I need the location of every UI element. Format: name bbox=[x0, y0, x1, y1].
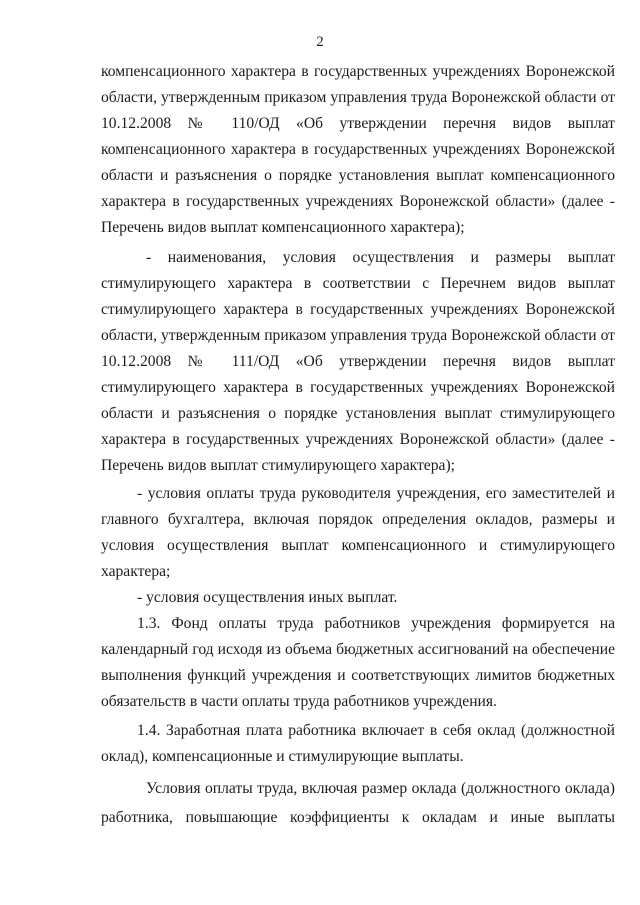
text-line: области, утвержденным приказом управления труда Воронежской области от bbox=[101, 327, 615, 344]
text-line: компенсационного характера в государственных учреждениях Воронежской bbox=[101, 63, 615, 80]
text-line: стимулирующего характера в государственных учреждениях Воронежской bbox=[101, 379, 615, 396]
text-line: - наименования, условия осуществления и размеры выплат bbox=[146, 249, 615, 266]
text-line: условия осуществления выплат компенсационного и стимулирующего bbox=[101, 537, 615, 554]
text-line: работника, повышающие коэффициенты к окладам и иные выплаты bbox=[101, 809, 615, 826]
text-line: характера в государственных учреждениях Воронежской области» (далее - bbox=[101, 431, 615, 448]
text-line: Перечень видов выплат компенсационного характера); bbox=[101, 219, 465, 236]
text-line: 10.12.2008 № 111/ОД «Об утверждении перечня видов выплат bbox=[101, 353, 615, 370]
text-line: Перечень видов выплат стимулирующего характера); bbox=[101, 457, 455, 474]
text-line: компенсационного характера в государственных учреждениях Воронежской bbox=[101, 141, 615, 158]
text-line: 1.3. Фонд оплаты труда работников учреждения формируется на bbox=[137, 615, 615, 632]
text-line: главного бухгалтера, включая порядок определения окладов, размеры и bbox=[101, 511, 615, 528]
text-line: 1.4. Заработная плата работника включает в себя оклад (должностной bbox=[137, 722, 615, 739]
text-line: характера; bbox=[101, 563, 171, 580]
text-line: обязательств в части оплаты труда работников учреждения. bbox=[101, 693, 497, 710]
text-line: характера в государственных учреждениях Воронежской области» (далее - bbox=[101, 193, 615, 210]
text-line: области и разъяснения о порядке установления выплат компенсационного bbox=[101, 167, 615, 184]
text-line: области и разъяснения о порядке установления выплат стимулирующего bbox=[101, 405, 615, 422]
text-line: 10.12.2008 № 110/ОД «Об утверждении перечня видов выплат bbox=[101, 115, 615, 132]
text-line: - условия оплаты труда руководителя учреждения, его заместителей и bbox=[137, 485, 615, 502]
text-line: области, утвержденным приказом управления труда Воронежской области от bbox=[101, 89, 615, 106]
text-line: Условия оплаты труда, включая размер оклада (должностного оклада) bbox=[146, 780, 615, 797]
text-line: оклад), компенсационные и стимулирующие выплаты. bbox=[101, 748, 464, 765]
text-line: стимулирующего характера в государственных учреждениях Воронежской bbox=[101, 301, 615, 318]
text-line: выполнения функций учреждения и соответствующих лимитов бюджетных bbox=[101, 667, 615, 684]
text-line: календарный год исходя из объема бюджетных ассигнований на обеспечение bbox=[101, 641, 615, 658]
text-line: - условия осуществления иных выплат. bbox=[137, 589, 398, 606]
text-line: стимулирующего характера в соответствии с Перечнем видов выплат bbox=[101, 275, 615, 292]
page-number: 2 bbox=[316, 34, 324, 50]
